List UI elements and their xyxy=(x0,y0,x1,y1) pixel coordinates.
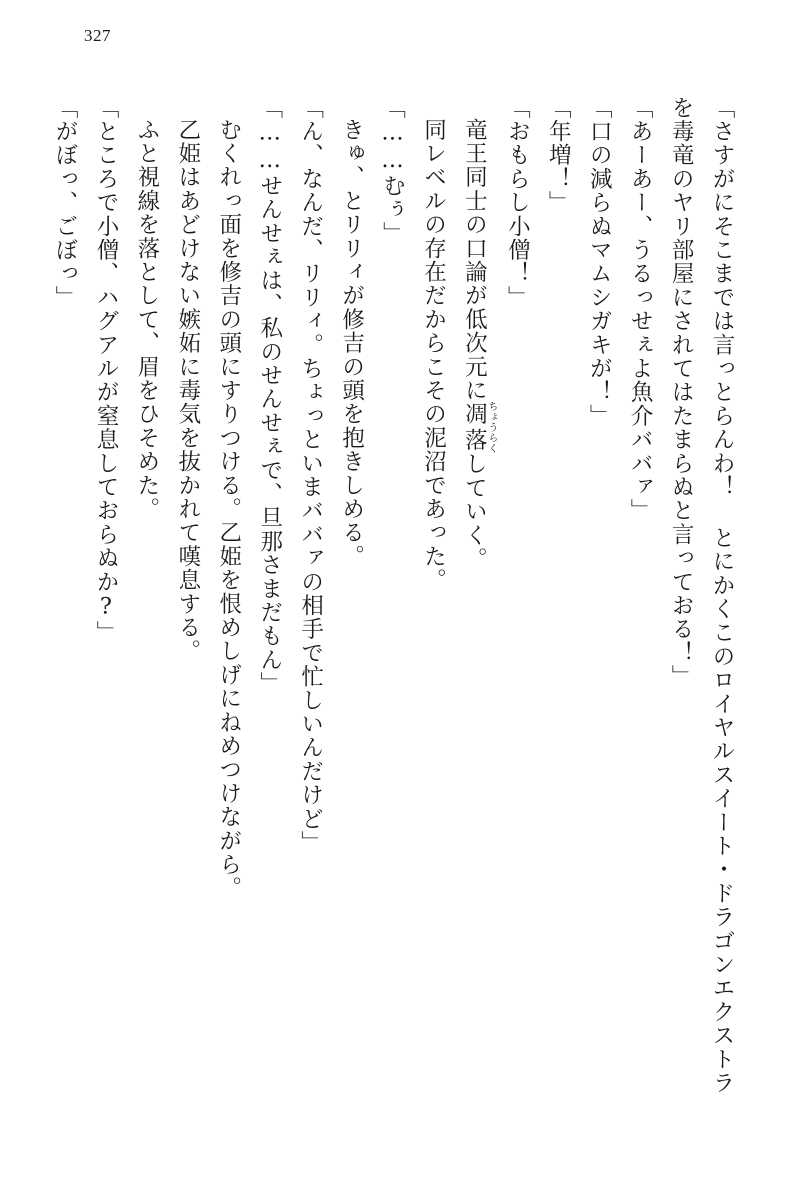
paragraph: 「ところで小僧、ハグアルが窒息しておらぬか?」 xyxy=(92,96,119,645)
paragraph: 「年増！」 xyxy=(545,96,572,215)
ruby-choraku: 凋落ちょうらく xyxy=(461,401,497,454)
paragraph: 「……むぅ」 xyxy=(379,96,406,246)
ruby-reading: ちょうらく xyxy=(485,401,497,454)
page-number: 327 xyxy=(84,26,111,45)
paragraph: 同レベルの存在だからこその泥沼であった。 xyxy=(420,118,447,592)
paragraph-part: 竜王同士の口論が低次元に xyxy=(461,118,488,403)
paragraph: 「……せんせぇは、私のせんせぇで、旦那さまだもん」 xyxy=(256,96,283,696)
paragraph: 「口の減らぬマムシガキが！」 xyxy=(586,96,613,428)
paragraph: きゅ、とリリィが修吉の頭を抱きしめる。 xyxy=(338,118,365,569)
paragraph: ふと視線を落として、眉をひそめた。 xyxy=(133,118,160,521)
paragraph: むくれっ面を修吉の頭にすりつける。乙姫を恨めしげにねめつけながら。 xyxy=(215,118,242,901)
paragraph: 「あーあー、うるっせぇよ魚介ババァ」 xyxy=(627,96,654,523)
paragraph: 「がぼっ、ごぼっ」 xyxy=(52,96,78,310)
paragraph-part: していく。 xyxy=(461,452,488,571)
paragraph: 「さすがにそこまでは言っとらんわ！ とにかくこのロイヤルスイート・ドラゴンエクストラを毒竜のヤリ部屋にされてはたまらぬと言っておる！」 xyxy=(668,96,735,1095)
paragraph: 「おもらし小僧！」 xyxy=(504,96,531,310)
paragraph-with-ruby xyxy=(453,96,496,1104)
paragraph: 乙姫はあどけない嫉妬に毒気を抜かれて嘆息する。 xyxy=(174,118,201,664)
body-text-vertical xyxy=(52,96,742,1104)
paragraph: 「ん、なんだ、リリィ。ちょっといまババァの相手で忙しいんだけど」 xyxy=(297,96,324,855)
